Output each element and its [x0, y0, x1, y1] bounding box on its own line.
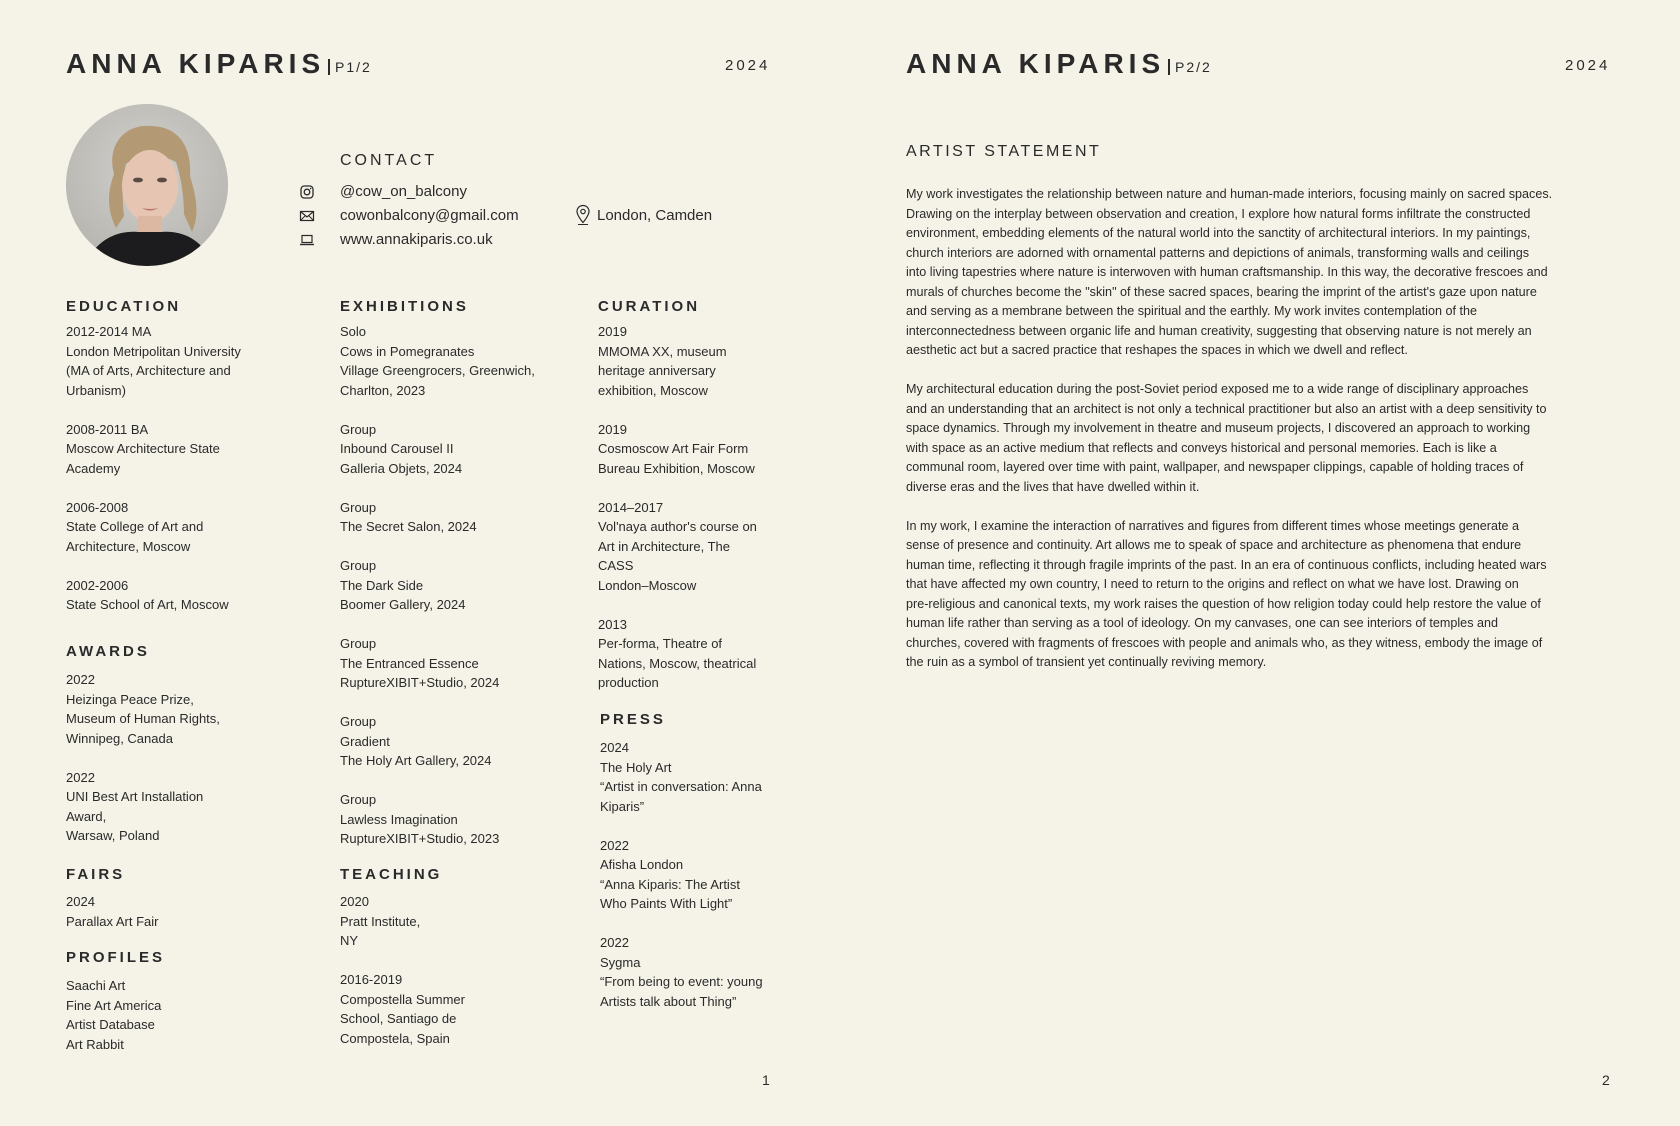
entry-heading: 2019: [598, 324, 627, 339]
page-number: 2: [1602, 1072, 1610, 1088]
entry-heading: 2022: [66, 769, 95, 785]
entry-line: The Holy Art Gallery, 2024: [340, 753, 492, 768]
list-item: [66, 420, 241, 479]
list-item: [340, 634, 535, 693]
list-item: [600, 933, 763, 1011]
entry-line: Afisha London: [600, 857, 684, 872]
press-list: [600, 738, 763, 1011]
list-item: [66, 322, 241, 400]
entry-heading: 2008-2011 BA: [66, 421, 149, 437]
entry-line: Parallax Art Fair: [66, 913, 159, 929]
entry-heading: 2006-2008: [66, 499, 129, 515]
profiles-list: [66, 976, 161, 1054]
statement-line: and serving as a membrane between the spiritual and the earthly. My work invites contemplation of the: [906, 304, 1477, 318]
entry-line: Cosmoscow Art Fair Form: [598, 441, 749, 456]
page-mark: P2/2: [1168, 59, 1212, 75]
awards-list: [66, 670, 220, 846]
curation-list: [598, 322, 757, 693]
entry-heading: Group: [340, 792, 377, 807]
entry-heading: 2024: [600, 740, 629, 755]
year: 2024: [725, 57, 771, 74]
entry-heading: 2024: [66, 894, 95, 909]
entry-line: Vol'naya author's course on: [598, 519, 757, 534]
year: 2024: [1565, 57, 1611, 74]
exhibitions-title: EXHIBITIONS: [340, 298, 469, 315]
entry-heading: 2012-2014 MA: [66, 324, 152, 339]
awards-title: AWARDS: [66, 643, 150, 660]
entry-line: Architecture, Moscow: [66, 538, 191, 554]
entry-heading: Saachi Art: [66, 978, 126, 993]
entry-line: “From being to event: young: [600, 974, 763, 989]
entry-line: Art in Architecture, The: [598, 538, 730, 554]
list-item: [340, 498, 535, 537]
statement-line: aesthetic act but a sacred practice that reshapes the spaces in which we dwell and reflect.: [906, 343, 1408, 357]
list-item: [66, 498, 241, 557]
page-mark: P1/2: [328, 59, 372, 75]
entry-heading: Group: [340, 558, 377, 573]
entry-heading: Solo: [340, 324, 367, 339]
entry-line: The Holy Art: [600, 759, 672, 775]
statement-line: space dynamics. Through my involvement in theatre and museum projects, I discovered an approach to working: [906, 421, 1531, 435]
entry-line: Galleria Objets, 2024: [340, 460, 463, 476]
statement-line: church interiors are adorned with ornamental patterns and depictions of animals, transforming walls and ceilings: [906, 245, 1530, 260]
entry-line: “Anna Kiparis: The Artist: [600, 876, 740, 892]
entry-line: Per-forma, Theatre of: [598, 636, 723, 651]
entry-heading: 2022: [66, 672, 95, 687]
entry-line: London Metripolitan University: [66, 343, 241, 359]
entry-line: Museum of Human Rights,: [66, 711, 220, 726]
entry-line: School, Santiago de: [340, 1011, 457, 1026]
entry-line: Lawless Imagination: [340, 811, 458, 827]
statement-line: In my work, I examine the interaction of narratives and figures from different times whose meetings generate a: [906, 518, 1519, 533]
list-item: [340, 712, 535, 771]
entry-heading: Group: [340, 714, 377, 729]
entry-line: Artists talk about Thing”: [600, 993, 737, 1009]
list-item: [66, 768, 220, 846]
artist-name: ANNA KIPARIS: [906, 48, 1166, 79]
list-item: [66, 576, 241, 615]
education-list: [66, 322, 241, 615]
fairs-title: FAIRS: [66, 866, 126, 883]
statement-line: communal room, layered over time with paint, wallpaper, and newspaper clippings, capable of holding traces of: [906, 460, 1524, 474]
list-item: [600, 738, 763, 816]
statement-paragraph: [906, 517, 1552, 673]
entry-line: Fine Art America: [66, 997, 162, 1013]
statement-paragraph: [906, 185, 1552, 361]
statement-line: churches, covered with fragments of frescoes with people and animals who, as they witness, embody the image of: [906, 635, 1543, 650]
statement-paragraph: [906, 380, 1552, 497]
list-item: [66, 892, 158, 931]
entry-line: State College of Art and: [66, 519, 204, 534]
statement-line: and an understanding that an architect is not only a technical practitioner but also an artist with a deep sensitivity to: [906, 401, 1547, 416]
entry-heading: 2016-2019: [340, 972, 403, 987]
entry-heading: Group: [340, 636, 377, 651]
email-link[interactable]: cowonbalcony@gmail.com: [340, 207, 519, 224]
entry-line: Winnipeg, Canada: [66, 730, 173, 746]
entry-line: The Secret Salon, 2024: [340, 519, 477, 534]
teaching-list: [340, 892, 465, 1048]
entry-heading: Group: [340, 499, 377, 515]
artist-statement-title: ARTIST STATEMENT: [906, 143, 1102, 160]
instagram-icon: [299, 184, 315, 200]
entry-line: RuptureXIBIT+Studio, 2023: [340, 831, 500, 846]
list-item: [340, 322, 535, 400]
entry-line: Award,: [66, 808, 107, 824]
statement-line: My work investigates the relationship between nature and human-made interiors, focusing mainly on sacred spaces.: [906, 187, 1553, 201]
entry-heading: Group: [340, 421, 377, 437]
entry-line: Who Paints With Light”: [600, 896, 733, 911]
instagram-handle[interactable]: @cow_on_balcony: [340, 183, 467, 200]
exhibitions-list: [340, 322, 535, 849]
entry-heading: 2020: [340, 894, 369, 909]
entry-line: Academy: [66, 460, 121, 476]
mail-icon: [299, 208, 315, 224]
statement-line: interconnectedness between organic life and human creativity, suggesting that observing nature is not merely an: [906, 323, 1532, 338]
list-item: [340, 556, 535, 615]
entry-line: Cows in Pomegranates: [340, 343, 475, 359]
entry-line: Compostela, Spain: [340, 1030, 450, 1046]
profiles-title: PROFILES: [66, 949, 166, 966]
artist-name: ANNA KIPARIS: [66, 48, 326, 79]
entry-line: Sygma: [600, 954, 641, 970]
location-pin-icon: [575, 204, 591, 226]
entry-heading: 2022: [600, 935, 629, 950]
entry-line: production: [598, 675, 659, 690]
contact-title: CONTACT: [340, 152, 438, 169]
entry-line: Village Greengrocers, Greenwich,: [340, 363, 535, 378]
entry-line: RuptureXIBIT+Studio, 2024: [340, 675, 500, 690]
list-item: [340, 892, 465, 951]
list-item: [340, 420, 535, 479]
entry-line: NY: [340, 933, 359, 948]
teaching-title: TEACHING: [340, 866, 443, 883]
entry-line: Gradient: [340, 733, 390, 749]
list-item: [66, 976, 161, 1054]
statement-line: human life rather than serving as a tool of ideology. On my canvases, one can see interiors of temples and: [906, 616, 1498, 630]
entry-heading: 2013: [598, 616, 627, 632]
entry-line: Kiparis”: [600, 798, 645, 814]
statement-line: sense of presence and continuity. Art allows me to speak of space and architecture as phenomena that endure: [906, 538, 1522, 552]
entry-line: heritage anniversary: [598, 363, 716, 378]
cv-page-2: [840, 0, 1680, 1126]
portrait-image: [66, 104, 228, 266]
statement-line: into living tapestries where nature is interwoven with human craftsmanship. In this way, the decorative frescoes and: [906, 265, 1548, 279]
artist-statement-body: [906, 185, 1552, 692]
entry-line: The Dark Side: [340, 577, 424, 593]
entry-line: Moscow Architecture State: [66, 441, 220, 456]
entry-line: MMOMA XX, museum: [598, 343, 727, 359]
entry-line: Urbanism): [66, 382, 126, 398]
entry-line: Charlton, 2023: [340, 382, 426, 398]
statement-line: with space as an active medium that reflects and conveys historical and personal memories. Each is like a: [906, 440, 1497, 455]
press-title: PRESS: [600, 711, 666, 728]
statement-line: environment, embedding elements of the natural world into the sanctity of architectural interiors. In my paintings,: [906, 226, 1531, 240]
entry-line: CASS: [598, 558, 634, 573]
list-item: [340, 970, 465, 1048]
page-number: 1: [762, 1072, 770, 1088]
entry-line: Boomer Gallery, 2024: [340, 597, 466, 612]
entry-line: Inbound Carousel II: [340, 441, 454, 456]
laptop-icon: [299, 232, 315, 248]
location-text: London, Camden: [597, 207, 713, 224]
avatar: [66, 104, 228, 266]
entry-heading: 2019: [598, 421, 627, 437]
entry-heading: 2022: [600, 837, 629, 853]
entry-line: exhibition, Moscow: [598, 382, 708, 398]
entry-line: Art Rabbit: [66, 1036, 124, 1052]
entry-line: State School of Art, Moscow: [66, 597, 229, 612]
list-item: [598, 322, 757, 400]
statement-line: pre-religious and canonical texts, my work raises the question of how religion today could help restore the value of: [906, 596, 1541, 611]
list-item: [340, 790, 535, 849]
entry-heading: 2002-2006: [66, 577, 129, 593]
entry-line: Pratt Institute,: [340, 913, 421, 929]
entry-line: Artist Database: [66, 1017, 155, 1032]
website-link[interactable]: www.annakiparis.co.uk: [340, 231, 493, 248]
entry-line: (MA of Arts, Architecture and: [66, 363, 231, 378]
entry-line: The Entranced Essence: [340, 655, 479, 671]
statement-line: the ruin as a symbol of transient yet continually reviving memory.: [906, 655, 1267, 669]
list-item: [598, 498, 757, 596]
entry-line: Heizinga Peace Prize,: [66, 691, 194, 707]
entry-line: Compostella Summer: [340, 991, 465, 1007]
fairs-list: [66, 892, 158, 931]
statement-line: Drawing on the interplay between observation and creation, I explore how natural forms infiltrate the constructed: [906, 206, 1531, 221]
statement-line: diverse eras and the lives that have dwelled within it.: [906, 479, 1200, 494]
curation-title: CURATION: [598, 298, 701, 315]
list-item: [598, 615, 757, 693]
entry-line: London–Moscow: [598, 577, 697, 593]
entry-line: “Artist in conversation: Anna: [600, 779, 762, 794]
statement-line: My architectural education during the post-Soviet period exposed me to a wide range of disciplinary approaches: [906, 382, 1529, 396]
list-item: [600, 836, 763, 914]
statement-line: murals of churches become the "skin" of these sacred spaces, bearing the imprint of the artist's gaze upon nature: [906, 284, 1537, 299]
entry-line: UNI Best Art Installation: [66, 789, 204, 804]
entry-line: Nations, Moscow, theatrical: [598, 655, 757, 671]
list-item: [66, 670, 220, 748]
statement-line: human time, reflecting it through fragile imprints of the past. In an era of continuous conflicts, including heated wars: [906, 557, 1547, 572]
entry-heading: 2014–2017: [598, 499, 664, 515]
entry-line: Bureau Exhibition, Moscow: [598, 460, 755, 476]
list-item: [598, 420, 757, 479]
statement-line: that have affected my own country, I need to return to the origins and reflect on what we have lost. Drawing on: [906, 577, 1519, 591]
entry-line: Warsaw, Poland: [66, 828, 160, 843]
education-title: EDUCATION: [66, 298, 182, 315]
